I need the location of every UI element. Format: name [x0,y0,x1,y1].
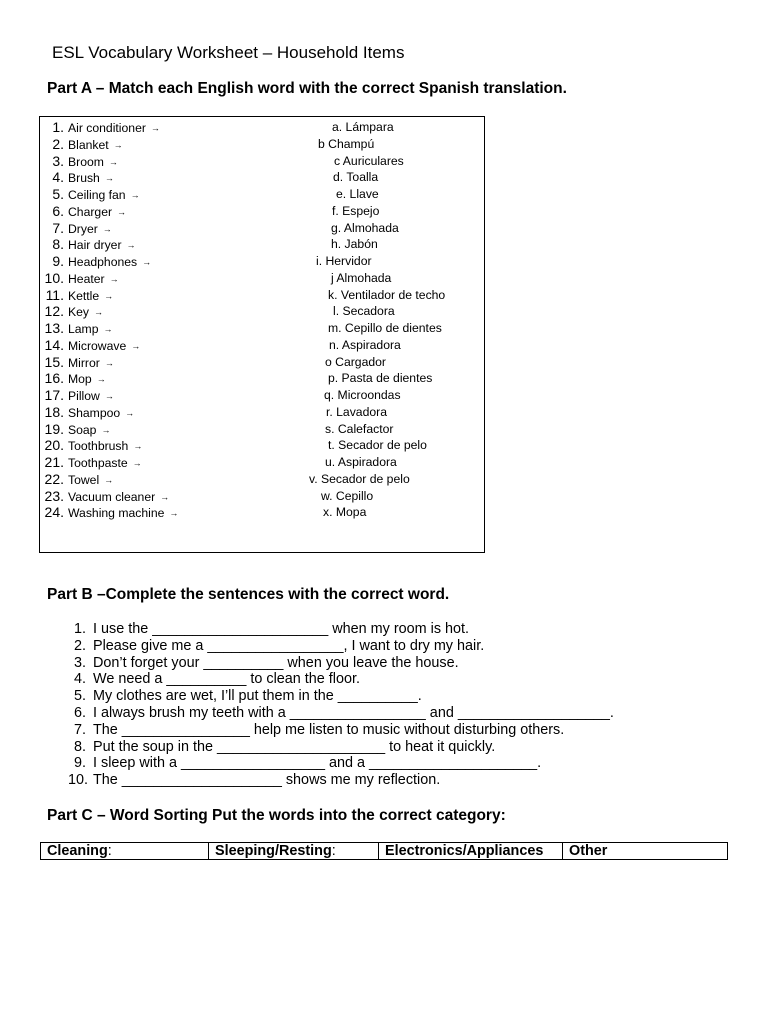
english-word-item [40,337,140,354]
sentence-item [68,755,541,772]
english-word-item [40,169,114,186]
arrow-right-icon: → [96,374,106,385]
category-cleaning: Cleaning: [41,843,209,859]
english-word: Air conditioner [68,121,146,135]
english-word: Vacuum cleaner [68,489,156,504]
english-word: Microwave [68,338,127,353]
english-word-item [40,119,160,136]
item-number: 9. [52,253,64,269]
sentence-number: 9. [73,755,86,772]
sentence-text: The ____________________ shows me my reflection. [93,772,441,789]
arrow-right-icon: → [104,357,114,368]
item-number: 19. [44,420,64,437]
item-number: 8. [52,236,64,253]
english-word-item [40,203,126,220]
spanish-translation-item: u. Aspiradora [325,455,397,469]
spanish-translation-item: m. Cepillo de dientes [328,321,442,335]
english-word: Broom [68,154,104,169]
sentence-number: 1. [73,621,86,637]
item-number: 24. [44,504,64,521]
arrow-right-icon: → [125,407,135,418]
spanish-translation-item: p. Pasta de dientes [328,371,433,386]
spanish-translation-item: s. Calefactor [325,421,394,436]
category-sleeping-resting: Sleeping/Resting: [209,843,379,859]
english-word-item [40,437,142,454]
english-word-item [40,354,114,371]
english-word: Ceiling fan [68,188,126,202]
arrow-right-icon: → [142,257,152,267]
part-c-heading: Part C – Word Sorting Put the words into the correct category: [47,807,506,824]
arrow-right-icon: → [108,156,118,167]
word-sorting-table [40,842,728,860]
english-word: Dryer [68,221,98,236]
item-number: 15. [44,353,64,370]
sentence-text: The ________________ help me listen to music without disturbing others. [93,721,565,738]
english-word-item [40,287,113,304]
sentence-text: Put the soup in the _____________________ to heat it quickly. [93,738,496,755]
english-word-item [40,454,142,471]
item-number: 1. [52,119,64,135]
item-number: 23. [44,487,64,504]
item-number: 2. [52,135,64,152]
english-word-item [40,421,110,438]
sentence-number: 6. [73,705,86,721]
english-word-item [40,153,118,170]
arrow-right-icon: → [117,206,127,217]
spanish-translation-item: v. Secador de pelo [309,471,410,486]
spanish-translation-item: l. Secadora [333,304,395,319]
english-word-item [40,303,103,320]
spanish-translation-item: j Almohada [331,270,392,285]
sentence-item [68,655,459,672]
english-word: Mirror [68,355,100,370]
english-word-item [40,236,136,253]
item-number: 16. [44,370,64,387]
english-word: Toothpaste [68,456,128,470]
english-word: Lamp [68,322,99,336]
sentence-number: 8. [73,738,86,755]
spanish-translation-item: h. Jabón [331,237,378,252]
arrow-right-icon: → [103,324,113,334]
arrow-right-icon: → [150,123,160,133]
english-word: Headphones [68,255,138,269]
english-word: Heater [68,271,105,286]
english-word-item [40,320,113,337]
arrow-right-icon: → [130,190,140,200]
part-b-heading: Part B –Complete the sentences with the correct word. [47,586,450,603]
item-number: 18. [44,403,64,420]
english-word: Brush [68,171,100,186]
item-number: 20. [44,437,64,454]
sentence-number: 3. [73,654,86,671]
english-word-item [40,404,134,421]
spanish-translation-item: q. Microondas [324,388,401,402]
english-word: Pillow [68,389,100,403]
sentence-item [68,638,484,655]
english-word: Towel [68,472,100,487]
english-word: Hair dryer [68,238,122,253]
sentence-text: My clothes are wet, I’ll put them in the __________. [93,688,422,705]
matching-box [39,116,485,553]
english-word-item [40,471,113,488]
arrow-right-icon: → [126,240,136,251]
sentence-item [68,688,422,705]
english-word-item [40,186,140,203]
category-other: Other [569,843,608,859]
spanish-translation-item: a. Lámpara [332,120,394,134]
arrow-right-icon: → [94,307,104,318]
item-number: 14. [44,336,64,353]
english-word: Kettle [68,288,100,303]
sentence-item [68,671,360,688]
spanish-translation-item: i. Hervidor [316,254,372,268]
arrow-right-icon: → [131,340,141,351]
english-word: Key [68,305,90,320]
english-word: Shampoo [68,405,121,420]
arrow-right-icon: → [104,290,114,301]
sentence-text: Don’t forget your __________ when you leave the house. [93,654,459,671]
sentence-number: 10. [68,772,89,789]
spanish-translation-item: x. Mopa [323,505,367,520]
english-word-item [40,488,169,505]
english-word-item [40,253,151,270]
arrow-right-icon: → [113,139,123,150]
item-number: 3. [52,152,64,169]
spanish-translation-item: k. Ventilador de techo [328,287,446,302]
spanish-translation-item: f. Espejo [332,203,380,218]
spanish-translation-item: g. Almohada [331,220,399,235]
english-word: Washing machine [68,506,165,521]
arrow-right-icon: → [133,441,143,452]
arrow-right-icon: → [132,458,142,468]
english-word: Mop [68,372,92,387]
arrow-right-icon: → [160,491,170,502]
worksheet-title: ESL Vocabulary Worksheet – Household Items [52,43,405,62]
category-electronics-appliances: Electronics/Appliances [379,843,563,859]
english-word-item [40,220,112,237]
english-word-item [40,370,106,387]
arrow-right-icon: → [104,474,114,485]
arrow-right-icon: → [104,391,114,401]
sentence-text: We need a __________ to clean the floor. [93,671,360,688]
english-word: Soap [68,422,97,437]
sentence-item [68,739,495,756]
sentence-number: 4. [73,671,86,688]
item-number: 11. [45,286,64,303]
english-word-item [40,387,114,404]
item-number: 5. [52,186,64,202]
spanish-translation-item: t. Secador de pelo [328,438,427,453]
english-word-item [40,136,123,153]
sentence-item [68,722,564,739]
arrow-right-icon: → [169,508,179,519]
arrow-right-icon: → [102,223,112,234]
spanish-translation-item: w. Cepillo [321,488,374,503]
sentence-number: 5. [73,688,86,705]
part-a-heading: Part A – Match each English word with the correct Spanish translation. [47,80,567,97]
item-number: 22. [44,470,64,487]
arrow-right-icon: → [101,424,111,435]
spanish-translation-item: o Cargador [325,354,386,369]
item-number: 10. [44,269,64,286]
sentence-item [68,772,440,789]
spanish-translation-item: b Champú [318,136,375,151]
item-number: 21. [44,454,64,470]
sentence-text: Please give me a _________________, I want to dry my hair. [93,637,485,654]
english-word: Blanket [68,137,109,152]
item-number: 6. [52,202,64,219]
item-number: 13. [44,320,64,336]
arrow-right-icon: → [109,273,119,284]
sentence-number: 2. [73,637,86,654]
sentence-item [68,705,614,722]
english-word-item [40,270,119,287]
english-word-item [40,504,178,521]
spanish-translation-item: r. Lavadora [326,404,387,419]
sentence-text: I always brush my teeth with a _________________ and ___________________. [93,705,614,721]
sentence-number: 7. [73,721,86,738]
sentence-item [68,621,469,638]
english-word: Toothbrush [68,439,129,454]
english-word: Charger [68,204,113,219]
item-number: 17. [44,387,64,403]
sentence-text: I sleep with a __________________ and a _____________________. [93,755,542,772]
item-number: 4. [52,169,64,186]
arrow-right-icon: → [104,173,114,184]
spanish-translation-item: e. Llave [336,187,379,201]
item-number: 7. [52,219,64,236]
spanish-translation-item: d. Toalla [333,170,379,185]
item-number: 12. [44,303,64,320]
sentence-text: I use the ______________________ when my room is hot. [93,621,470,637]
spanish-translation-item: n. Aspiradora [329,337,401,352]
spanish-translation-item: c Auriculares [334,153,404,168]
